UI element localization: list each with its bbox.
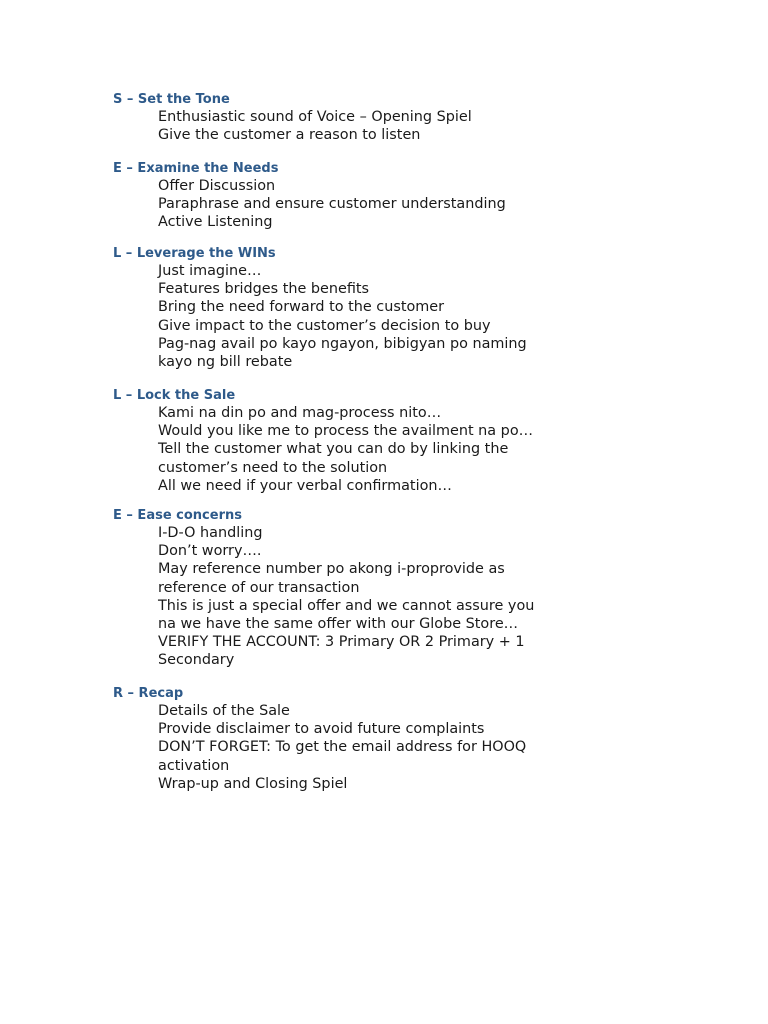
list-item: VERIFY THE ACCOUNT: 3 Primary OR 2 Primary + 1	[158, 634, 525, 651]
list-item: kayo ng bill rebate	[158, 354, 293, 371]
list-item: customer’s need to the solution	[158, 459, 388, 476]
list-item: Details of the Sale	[158, 703, 290, 719]
section-heading: L – Lock the Sale	[113, 388, 236, 403]
section-items	[113, 108, 673, 144]
list-item: Secondary	[158, 652, 235, 669]
list-item: This is just a special offer and we cannot assure you	[158, 597, 535, 614]
list-item: Give impact to the customer’s decision to buy	[158, 317, 491, 334]
section-set-the-tone	[113, 92, 673, 144]
list-item: May reference number po akong i-proprovide as	[158, 561, 505, 578]
list-item: Provide disclaimer to avoid future complaints	[158, 721, 485, 738]
section-items	[113, 404, 673, 495]
section-items	[113, 702, 673, 793]
section-heading: E – Ease concerns	[113, 508, 242, 523]
list-item: Offer Discussion	[158, 178, 276, 194]
section-leverage-the-wins	[113, 246, 673, 371]
list-item: Just imagine…	[158, 263, 262, 279]
list-item: Enthusiastic sound of Voice – Opening Spiel	[158, 109, 472, 125]
list-item: Active Listening	[158, 214, 273, 231]
list-item: Kami na din po and mag-process nito…	[158, 405, 442, 421]
list-item: I-D-O handling	[158, 525, 263, 541]
section-heading: E – Examine the Needs	[113, 161, 279, 176]
section-heading: L – Leverage the WINs	[113, 246, 276, 261]
section-examine-the-needs	[113, 161, 673, 232]
list-item: Bring the need forward to the customer	[158, 299, 445, 316]
list-item: na we have the same offer with our Globe Store…	[158, 616, 519, 633]
list-item: Paraphrase and ensure customer understanding	[158, 196, 506, 213]
section-heading: S – Set the Tone	[113, 92, 230, 107]
list-item: DON’T FORGET: To get the email address for HOOQ	[158, 739, 527, 756]
section-items	[113, 524, 673, 670]
list-item: Tell the customer what you can do by linking the	[158, 441, 509, 458]
list-item: Pag-nag avail po kayo ngayon, bibigyan po naming	[158, 335, 527, 352]
section-lock-the-sale	[113, 388, 673, 495]
list-item: activation	[158, 757, 230, 774]
list-item: Give the customer a reason to listen	[158, 127, 421, 144]
section-ease-concerns	[113, 508, 673, 670]
list-item: Would you like me to process the availment na po…	[158, 423, 534, 440]
list-item: Don’t worry….	[158, 543, 262, 560]
section-heading: R – Recap	[113, 686, 184, 701]
list-item: reference of our transaction	[158, 579, 360, 596]
section-items	[113, 262, 673, 371]
section-recap	[113, 686, 673, 793]
list-item: Wrap-up and Closing Spiel	[158, 775, 348, 792]
section-items	[113, 177, 673, 232]
list-item: All we need if your verbal confirmation…	[158, 477, 452, 494]
list-item: Features bridges the benefits	[158, 281, 370, 298]
